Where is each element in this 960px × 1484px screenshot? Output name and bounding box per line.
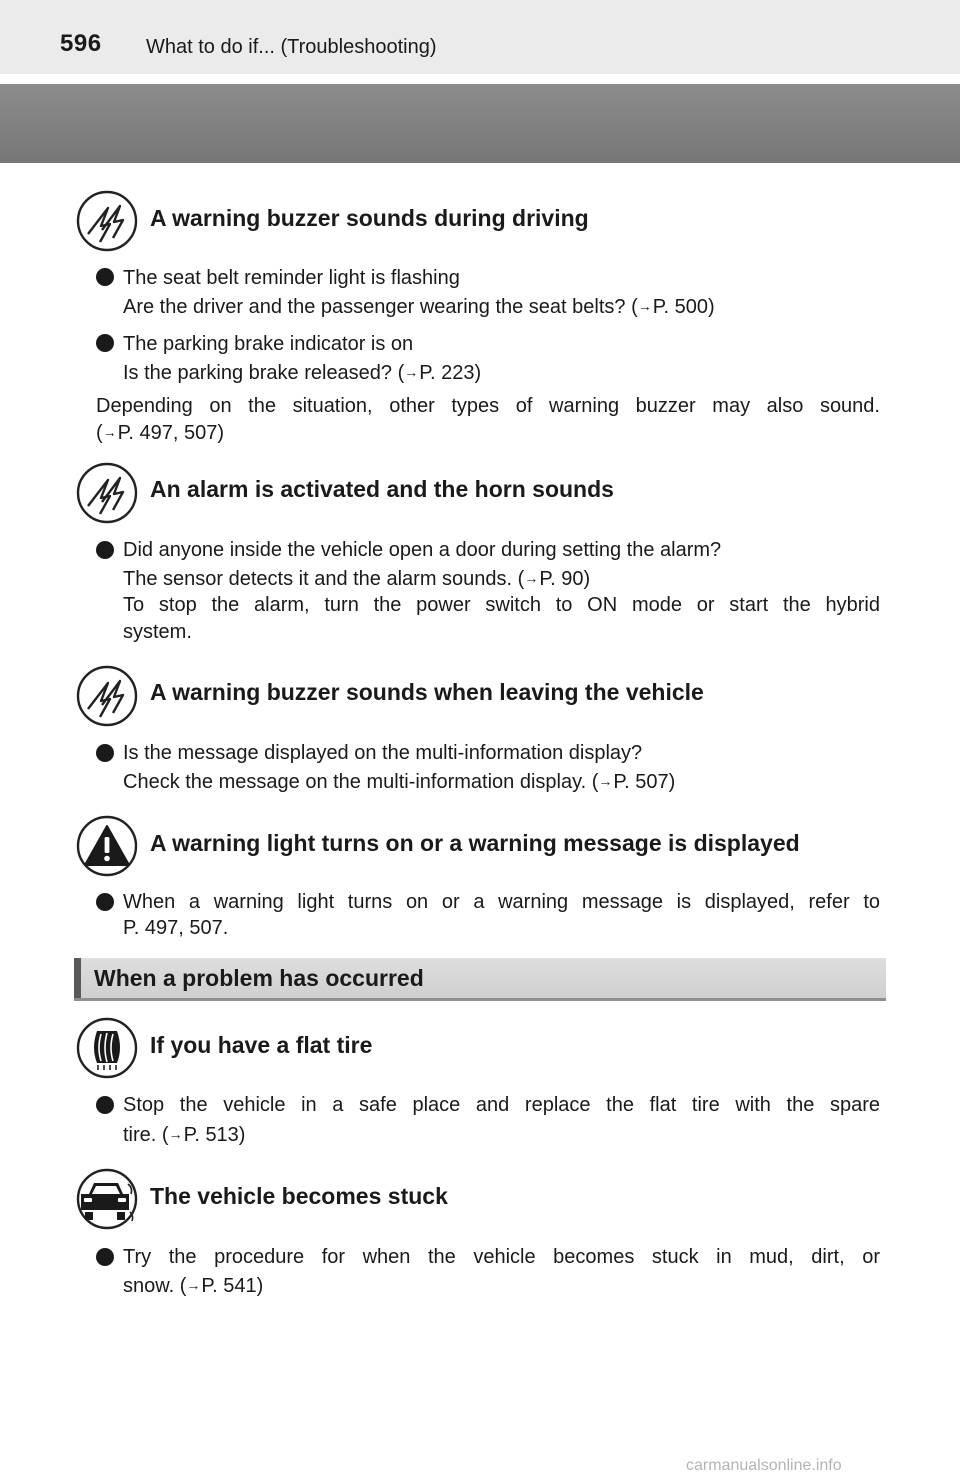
bullet-marker — [96, 541, 114, 559]
page-reference-link[interactable]: P. 223) — [419, 362, 482, 384]
bullet-text: Are the driver and the passenger wearing the seat belts? (→P. 500) — [123, 292, 715, 321]
warning-buzzer-icon — [76, 190, 138, 252]
section-heading-alarm-horn: An alarm is activated and the horn sounds — [150, 476, 614, 502]
note-text: Depending on the situation, other types of warning buzzer may also sound. — [96, 395, 880, 417]
section-title-bar — [74, 958, 886, 998]
arrow-right-icon: → — [598, 773, 613, 789]
section-heading-vehicle-stuck: The vehicle becomes stuck — [150, 1183, 448, 1209]
page-reference-link[interactable]: P. 513) — [183, 1124, 246, 1146]
page-number: 596 — [60, 30, 102, 57]
page-reference-link[interactable]: P. 507) — [613, 771, 676, 793]
header-dark-band — [0, 84, 960, 163]
section-title: When a problem has occurred — [94, 965, 424, 991]
bullet-marker — [96, 334, 114, 352]
arrow-right-icon: → — [404, 364, 419, 380]
section-bar-marker — [74, 958, 81, 998]
bullet-marker — [96, 893, 114, 911]
warning-buzzer-icon — [76, 665, 138, 727]
arrow-right-icon: → — [168, 1126, 183, 1142]
bullet-text: Is the parking brake released? (→P. 223) — [123, 358, 481, 387]
warning-triangle-icon — [76, 815, 138, 877]
bullet-text: The parking brake indicator is on — [123, 333, 414, 355]
watermark: carmanualsonline.info — [686, 1457, 842, 1474]
bullet-text: The sensor detects it and the alarm sounds. (→P. 90) — [123, 564, 590, 593]
section-bar-rule — [74, 998, 886, 1001]
bullet-text: P. 497, 507. — [123, 917, 229, 939]
bullet-marker — [96, 268, 114, 286]
bullet-marker — [96, 1096, 114, 1114]
arrow-right-icon: → — [102, 424, 117, 440]
bullet-text: Check the message on the multi-information display. (→P. 507) — [123, 767, 675, 796]
note-text: (→P. 497, 507) — [96, 418, 224, 447]
header-band — [0, 0, 960, 74]
alarm-sound-icon — [76, 462, 138, 524]
bullet-text: To stop the alarm, turn the power switch to ON mode or start the hybrid — [123, 594, 880, 616]
bullet-text: snow. (→P. 541) — [123, 1271, 263, 1300]
stuck-vehicle-icon — [76, 1168, 138, 1230]
arrow-right-icon: → — [186, 1277, 201, 1293]
bullet-text: When a warning light turns on or a warning message is displayed, refer to — [123, 891, 880, 913]
section-heading-buzzer-leaving: A warning buzzer sounds when leaving the vehicle — [150, 679, 704, 705]
page-header-title: What to do if... (Troubleshooting) — [146, 36, 437, 58]
page-reference-link[interactable]: P. 497, 507) — [117, 422, 225, 444]
arrow-right-icon: → — [637, 298, 652, 314]
page-reference-link[interactable]: P. 90) — [539, 568, 591, 590]
bullet-text: tire. (→P. 513) — [123, 1120, 245, 1149]
page-reference-link[interactable]: P. 500) — [652, 296, 715, 318]
bullet-text: Try the procedure for when the vehicle becomes stuck in mud, dirt, or — [123, 1246, 880, 1268]
section-heading-warning-light: A warning light turns on or a warning message is displayed — [150, 830, 800, 856]
page-reference-link[interactable]: P. 541) — [201, 1275, 264, 1297]
bullet-text: Did anyone inside the vehicle open a door during setting the alarm? — [123, 539, 722, 561]
bullet-text: Is the message displayed on the multi-information display? — [123, 742, 643, 764]
bullet-text: The seat belt reminder light is flashing — [123, 267, 460, 289]
bullet-marker — [96, 1248, 114, 1266]
arrow-right-icon: → — [524, 570, 539, 586]
section-heading-flat-tire: If you have a flat tire — [150, 1032, 373, 1058]
bullet-text: Stop the vehicle in a safe place and replace the flat tire with the spare — [123, 1094, 880, 1116]
flat-tire-icon — [76, 1017, 138, 1079]
bullet-marker — [96, 744, 114, 762]
section-heading-buzzer-driving: A warning buzzer sounds during driving — [150, 205, 589, 231]
bullet-text: system. — [123, 621, 192, 643]
